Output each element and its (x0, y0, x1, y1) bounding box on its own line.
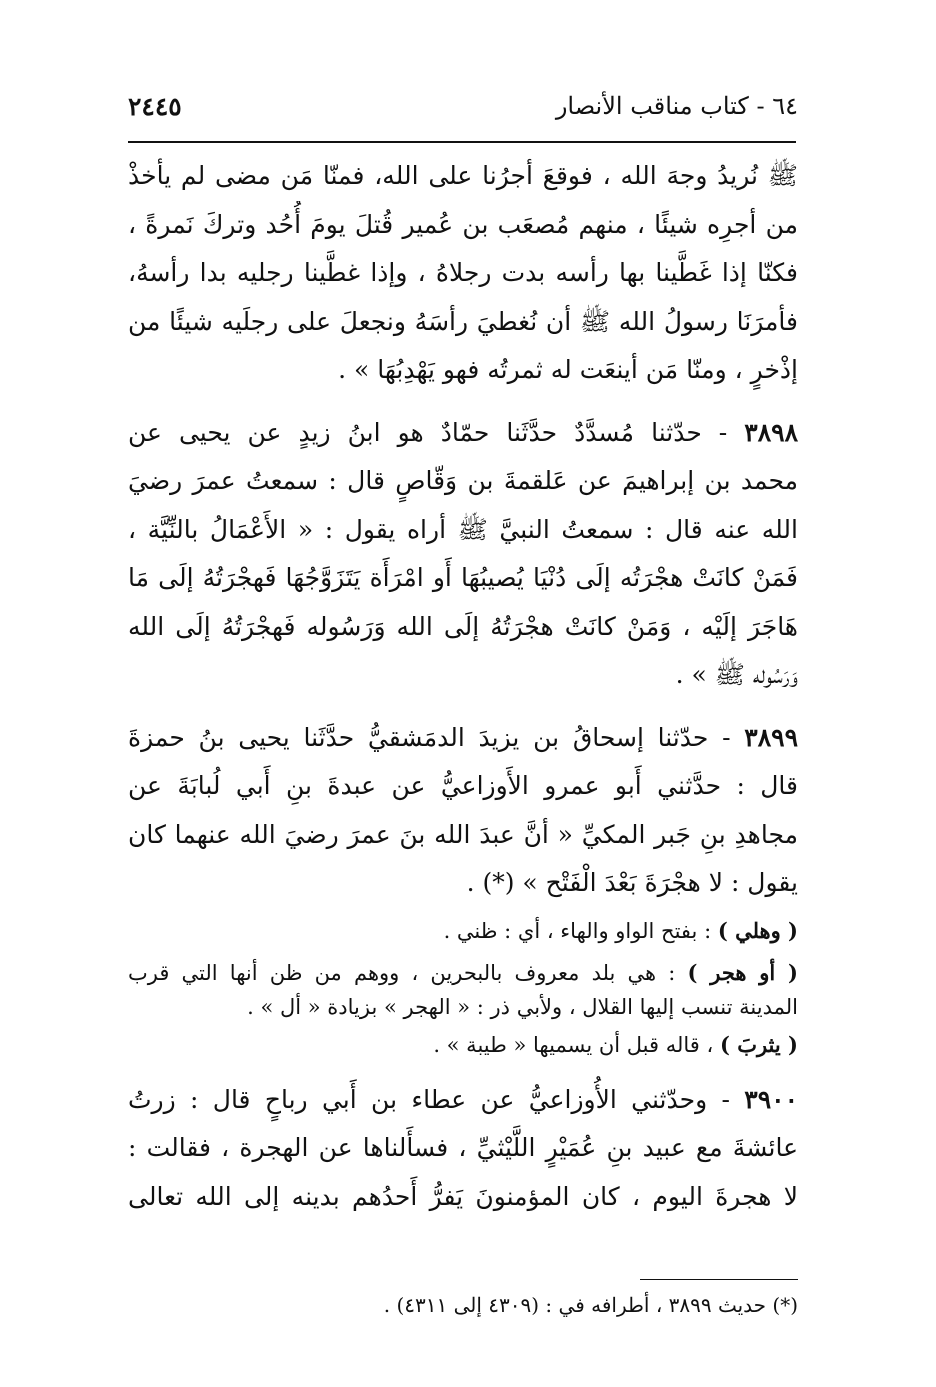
hadith-3899 (128, 714, 798, 908)
text-line: فكنّا إذا غَطَّينا بها رأسه بدت رجلاهُ ، وإذا غطَّينا رجليه بدا رأسهُ، (128, 258, 798, 287)
footnote-rule (640, 1279, 798, 1280)
note-line (128, 914, 798, 948)
continued-text (128, 152, 798, 395)
text-line: ﷺ نُريدُ وجهَ الله ، فوقعَ أجرُنا على الله، فمنّا مَن مضى لم يأخذْ (128, 161, 798, 190)
note-term: ( وهلي ) (717, 917, 798, 943)
text-line: فَمَنْ كانَتْ هجْرَتُه إلَى دُنْيَا يُصيبُهَا أَو امْرَأَة يَتَزَوَّجُهَا فَهجْرَتُهُ إلَى مَا (128, 563, 798, 592)
text-line: من أجرِه شيئًا ، منهم مُصعَب بن عُمير قُتلَ يومَ أُحُد وتركَ نَمرةً ، (128, 209, 798, 239)
chapter-title: ٦٤ - كتاب مناقب الأنصار (555, 92, 798, 120)
hadith-first-line (128, 714, 798, 763)
note-term: ( أو هجر ) (687, 959, 798, 985)
text-segment: - وحدّثني الأُوزاعيُّ عن عطاء بن أَبي رباحٍ قال : زرتُ (128, 1084, 745, 1114)
text-line: هَاجَرَ إلَيْه ، وَمَنْ كانَتْ هجْرَتُهُ إلَى الله وَرَسُوله فَهجْرَتُهُ إلَى الله (128, 611, 798, 641)
text-line: لا هجرةَ اليوم ، كان المؤمنونَ يَفرُّ أَحدُهم بدينه إلى الله تعالى (128, 1181, 798, 1211)
hadith-number: ٣٨٩٩ (744, 722, 798, 752)
note-line (128, 1028, 798, 1062)
note-line (128, 956, 798, 990)
text-line: يقول : لا هجْرَةَ بَعْدَ الْفَتْح » (*) . (466, 868, 798, 897)
text-segment: - حدّثنا مُسدَّدٌ حدَّثَنا حمّادٌ هو ابنُ زيدٍ عن يحيى عن (128, 417, 745, 447)
text-line: عائشةَ مع عبيد بنِ عُمَيْرٍ اللَّيْثيِّ ، فسأَلناها عن الهجرة ، فقالت : (128, 1133, 798, 1162)
note-line: المدينة تنسب إليها القلال ، ولأبي ذر : « الهجر » بزيادة « أل » . (247, 994, 798, 1019)
header-rule (128, 141, 796, 143)
hadith-first-line (128, 1076, 798, 1125)
note-term: ( يثربَ ) (719, 1031, 798, 1057)
text-segment: - حدّثنا إسحاقُ بن يزيدَ الدمَشقيُّ حدَّثَنا يحيى بنُ حمزةَ (128, 722, 745, 752)
text-line: وَرَسُوله ﷺ » . (675, 660, 798, 689)
text-line: الله عنه قال : سمعتُ النبيَّ ﷺ أراه يقول : « الأَعْمَالُ بالنِّيَّة ، (128, 514, 798, 544)
commentary-notes (128, 914, 798, 1062)
hadith-first-line (128, 409, 798, 458)
page-body (128, 152, 798, 1221)
text-line: إذْخرٍ ، ومنّا مَن أينعَت له ثمرتُه فهو يَهْدِبُهَا » . (338, 355, 798, 384)
page-number: ٢٤٤٥ (128, 92, 182, 121)
text-line: محمد بن إبراهيمَ عن عَلقمةَ بن وَقّاصٍ قال : سمعتُ عمرَ رضيَ (128, 466, 798, 495)
hadith-number: ٣٩٠٠ (744, 1084, 798, 1114)
text-line: مجاهدِ بنِ جَبر المكيِّ « أنَّ عبدَ الله بنَ عمرَ رضيَ الله عنهما كان (128, 819, 798, 849)
text-line: قال : حدَّثني أَبو عمرو الأَوزاعيُّ عن عبدةَ بنِ أَبي لُبابَةَ عن (128, 771, 798, 800)
footnote: (*) حديث ٣٨٩٩ ، أطرافه في : (٤٣٠٩ إلى ٤٣١١) . (383, 1293, 798, 1317)
hadith-3898 (128, 409, 798, 700)
note-text: : بفتح الواو والهاء ، أي : ظني . (443, 918, 718, 943)
note-text: ، قاله قبل أن يسميها « طيبة » . (433, 1032, 720, 1057)
hadith-number: ٣٨٩٨ (744, 417, 798, 447)
text-line: فأمرَنَا رسولُ الله ﷺ أن نُغطيَ رأسَهُ ونجعلَ على رجلَيه شيئًا من (128, 306, 798, 336)
page-header (128, 92, 798, 132)
note-text: : هي بلد معروف بالبحرين ، ووهم من ظن أنها التي قرب (128, 960, 688, 985)
hadith-3900 (128, 1076, 798, 1222)
